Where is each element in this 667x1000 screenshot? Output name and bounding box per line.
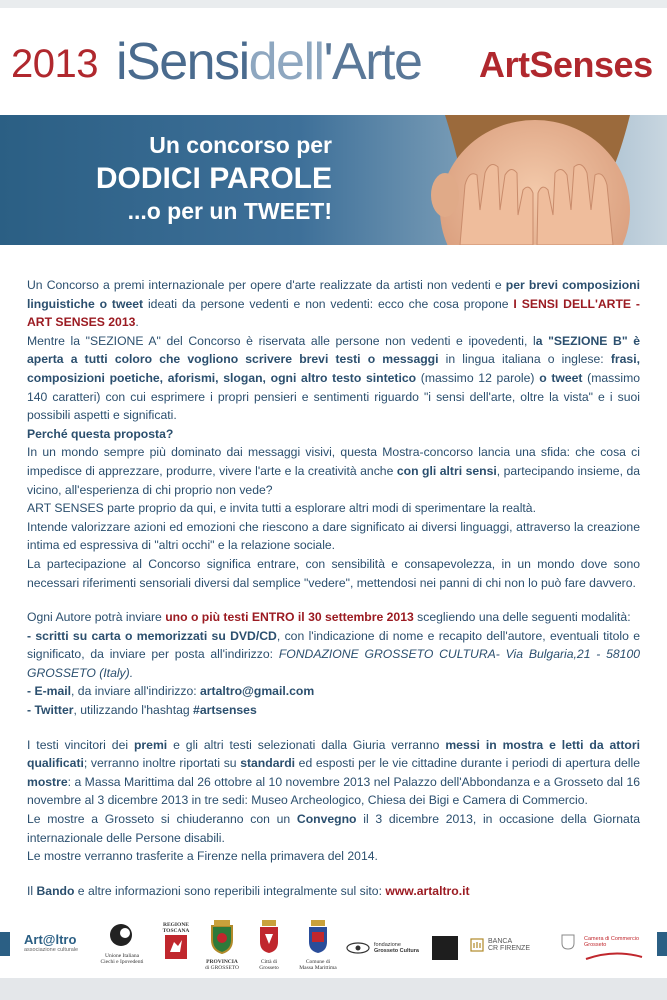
paragraph-intent: Intende valorizzare azioni ed emozioni che riescono a dare significato ai diversi linguaggi, attraverso la creazione intima ed espressiva di "altri occhi" e la relazione sociale. <box>27 519 640 553</box>
text-bold: premi <box>133 737 168 752</box>
paragraph-sections <box>27 332 640 425</box>
text: , con l'indicazione di nome e recapito dell'autore, eventuali titolo e significato, da inviare per posta all'indirizzo: <box>27 628 640 662</box>
brand-part-2: dell <box>248 33 324 91</box>
method-post <box>27 627 640 683</box>
logo-fondazione-line2: Grosseto Cultura <box>374 948 419 954</box>
text: (massimo 140 caratteri) con cui esprimere i propri pensieri e sentimenti riguardo "i sensi dell'arte, oltre la vista" e i suoi possibili aspetti e significati. <box>27 370 640 423</box>
logo-comune-line1: Comune di <box>305 959 331 965</box>
paragraph-why <box>27 443 640 499</box>
header-brand <box>116 32 421 92</box>
text-bold: frasi, composizioni poetiche, aforismi, slogan, ogni altro testo sintetico <box>27 352 640 385</box>
text: ; verranno inoltre riportati su <box>83 756 241 771</box>
header <box>0 33 667 96</box>
text: , da inviare all'indirizzo: <box>71 684 201 699</box>
logo-camera-line1: Camera di Commercio <box>584 936 640 942</box>
header-artsenses: ArtSenses <box>479 44 653 85</box>
massa-crest-icon <box>307 920 329 954</box>
paragraph-bando <box>27 882 640 901</box>
paragraph-convegno <box>27 810 640 847</box>
fondazione-eye-icon <box>346 942 370 954</box>
text-bold: standardi <box>240 756 296 771</box>
logo-provincia-line1: PROVINCIA <box>206 959 238 965</box>
text: . <box>135 315 139 330</box>
text-bold: con gli altri sensi <box>396 463 497 478</box>
provincia-crest-icon <box>208 920 236 954</box>
text-bold: - E-mail <box>27 684 72 699</box>
method-email <box>27 682 640 701</box>
banner-line-2: DODICI PAROLE <box>95 162 332 195</box>
text-bold: - scritti su carta o memorizzati su DVD/CD <box>27 628 277 643</box>
right-accent-bar <box>657 932 667 956</box>
logo-toscana-line1: REGIONE <box>163 922 189 928</box>
logo-banca-line2: CR FIRENZE <box>488 945 530 952</box>
text: , utilizzando l'hashtag <box>73 703 194 718</box>
logo-dark-box <box>432 936 458 960</box>
hashtag[interactable]: #artsenses <box>193 703 257 718</box>
text: e gli altri testi selezionati dalla Giuria verranno <box>167 737 446 752</box>
deadline: uno o più testi ENTRO il 30 settembre 2013 <box>165 610 414 625</box>
text: Il <box>27 883 37 898</box>
face-hands-photo <box>405 115 667 245</box>
text: scegliendo una delle seguenti modalità: <box>413 610 631 625</box>
text-bold: a "SEZIONE B" è aperta a tutti coloro che vogliono scrivere brevi testi o messaggi <box>27 333 640 367</box>
logo-toscana-line2: TOSCANA <box>162 928 190 934</box>
small-crest-icon <box>561 934 575 950</box>
logo-citta-grosseto <box>252 920 286 971</box>
logo-fondazione-line1: fondazione <box>374 942 401 948</box>
logo-toscana <box>158 922 194 965</box>
text-bold: messi in mostra e letti da attori qualificati <box>27 737 641 771</box>
text: I testi vincitori dei <box>27 737 134 752</box>
text: e altre informazioni sono reperibili integralmente sul sito: <box>74 883 386 898</box>
logo-provincia <box>200 920 244 971</box>
logo-uici-line1: Unione Italiana <box>104 953 140 959</box>
logo-artaltro <box>24 932 86 953</box>
text: Mentre la "SEZIONE A" del Concorso è riservata alle persone non vedenti e ipovedenti, l <box>27 333 536 348</box>
logo-camera-line2: Grosseto <box>584 942 607 948</box>
text: ideati da persone vedenti e non vedenti: ecco che cosa propone <box>143 296 514 311</box>
logo-banca-line1: BANCA <box>488 938 513 945</box>
logo-citta-line2: Grosseto <box>259 965 279 971</box>
email-address[interactable]: artaltro@gmail.com <box>200 684 315 699</box>
brand-part-1: iSensi <box>116 33 249 91</box>
logo-artaltro-name: Art@ltro <box>24 932 77 947</box>
paragraph-florence: Le mostre verranno trasferite a Firenze nella primavera del 2014. <box>27 849 378 864</box>
logo-provincia-line2: di GROSSETO <box>205 965 239 971</box>
text-bold: - Twitter <box>27 703 74 718</box>
paragraph-winners <box>27 736 640 810</box>
postal-address: FONDAZIONE GROSSETO CULTURA- Via Bulgaria,21 - 58100 GROSSETO (Italy). <box>27 647 640 680</box>
logo-citta-line1: Città di <box>260 959 278 965</box>
paragraph-art-senses: ART SENSES parte proprio da qui, e invita tutti a esplorare altri modi di sperimentare la realtà. <box>27 501 536 516</box>
text-bold: mostre <box>27 774 68 789</box>
paragraph-participation: La partecipazione al Concorso significa entrare, con sensibilità e consapevolezza, in un mondo dove sono necessari riferimenti sensoriali diversi dal semplice "vedere", mettendosi nei panni di chi non lo può fare davvero. <box>27 556 640 590</box>
text-highlight: I SENSI DELL'ARTE - ART SENSES 2013 <box>27 296 640 330</box>
logo-comune-line2: Massa Marittima <box>299 965 337 971</box>
logo-fondazione <box>346 942 436 954</box>
text: ed esposti per le vie cittadine durante i periodi di apertura delle <box>295 756 640 771</box>
banner <box>0 115 667 245</box>
banca-emblem-icon <box>470 938 484 952</box>
logo-camera-commercio <box>584 936 654 966</box>
logo-uici <box>94 922 150 965</box>
uici-emblem-icon <box>107 922 137 948</box>
left-accent-bar <box>0 932 10 956</box>
banner-line-1: Un concorso per <box>149 132 332 158</box>
brand-part-3: 'Arte <box>323 33 422 91</box>
website-link[interactable]: www.artaltro.it <box>385 883 470 898</box>
bottom-frame <box>0 978 667 1000</box>
text-bold: Convegno <box>296 812 357 827</box>
text: (massimo 12 parole) <box>416 370 540 385</box>
text: In un mondo sempre più dominato dai messaggi visivi, questa Mostra-concorso lancia una sfida: che cosa ci impedisce di apprezzare, produrre, vivere l'arte e la creatività anche <box>27 445 640 478</box>
banner-line-3: ...o per un TWEET! <box>127 198 332 224</box>
text: il 3 dicembre 2013, in occasione della Giornata internazionale delle Persone disabili. <box>27 812 640 845</box>
banner-text <box>96 131 332 225</box>
body-text <box>27 276 640 900</box>
text: , partecipando insieme, da vicino, all'esperienza di chi proprio non vede? <box>27 463 640 497</box>
text-bold: o tweet <box>539 370 583 385</box>
camera-swoosh-icon <box>584 951 644 961</box>
text-bold: Bando <box>36 883 75 898</box>
text: Un Concorso a premi internazionale per opere d'arte realizzate da artisti non vedenti e <box>27 278 506 292</box>
logo-uici-line2: Ciechi e Ipovedenti <box>100 959 144 965</box>
logo-massa-marittima <box>294 920 342 971</box>
question-title: Perché questa proposta? <box>27 426 174 441</box>
paragraph-submission <box>27 608 640 627</box>
text: : a Massa Marittima dal 26 ottobre al 10 novembre 2013 nel Palazzo dell'Abbondanza e a Grosseto dal 16 novembre al 3 dicembre 2013 in tre sedi: Museo Archeologico, Chiesa dei Bigi e Camera di Commercio. <box>27 774 640 808</box>
text: Ogni Autore potrà inviare <box>27 610 166 625</box>
text: Le mostre a Grosseto si chiuderanno con un <box>27 812 297 827</box>
grosseto-crest-icon <box>258 920 280 954</box>
pegasus-shield-icon <box>164 934 188 960</box>
logo-artaltro-sub: associazione culturale <box>24 947 79 953</box>
logo-banca-cr-firenze <box>470 938 550 953</box>
text-bold: per brevi composizioni linguistiche o tweet <box>27 278 640 311</box>
paragraph-intro <box>27 276 640 332</box>
logo-small-crest <box>560 934 576 955</box>
header-year: 2013 <box>11 42 98 86</box>
top-frame <box>0 0 667 8</box>
method-twitter <box>27 701 640 720</box>
text: in lingua italiana o inglese: <box>438 352 611 367</box>
sponsor-logos <box>0 918 667 978</box>
